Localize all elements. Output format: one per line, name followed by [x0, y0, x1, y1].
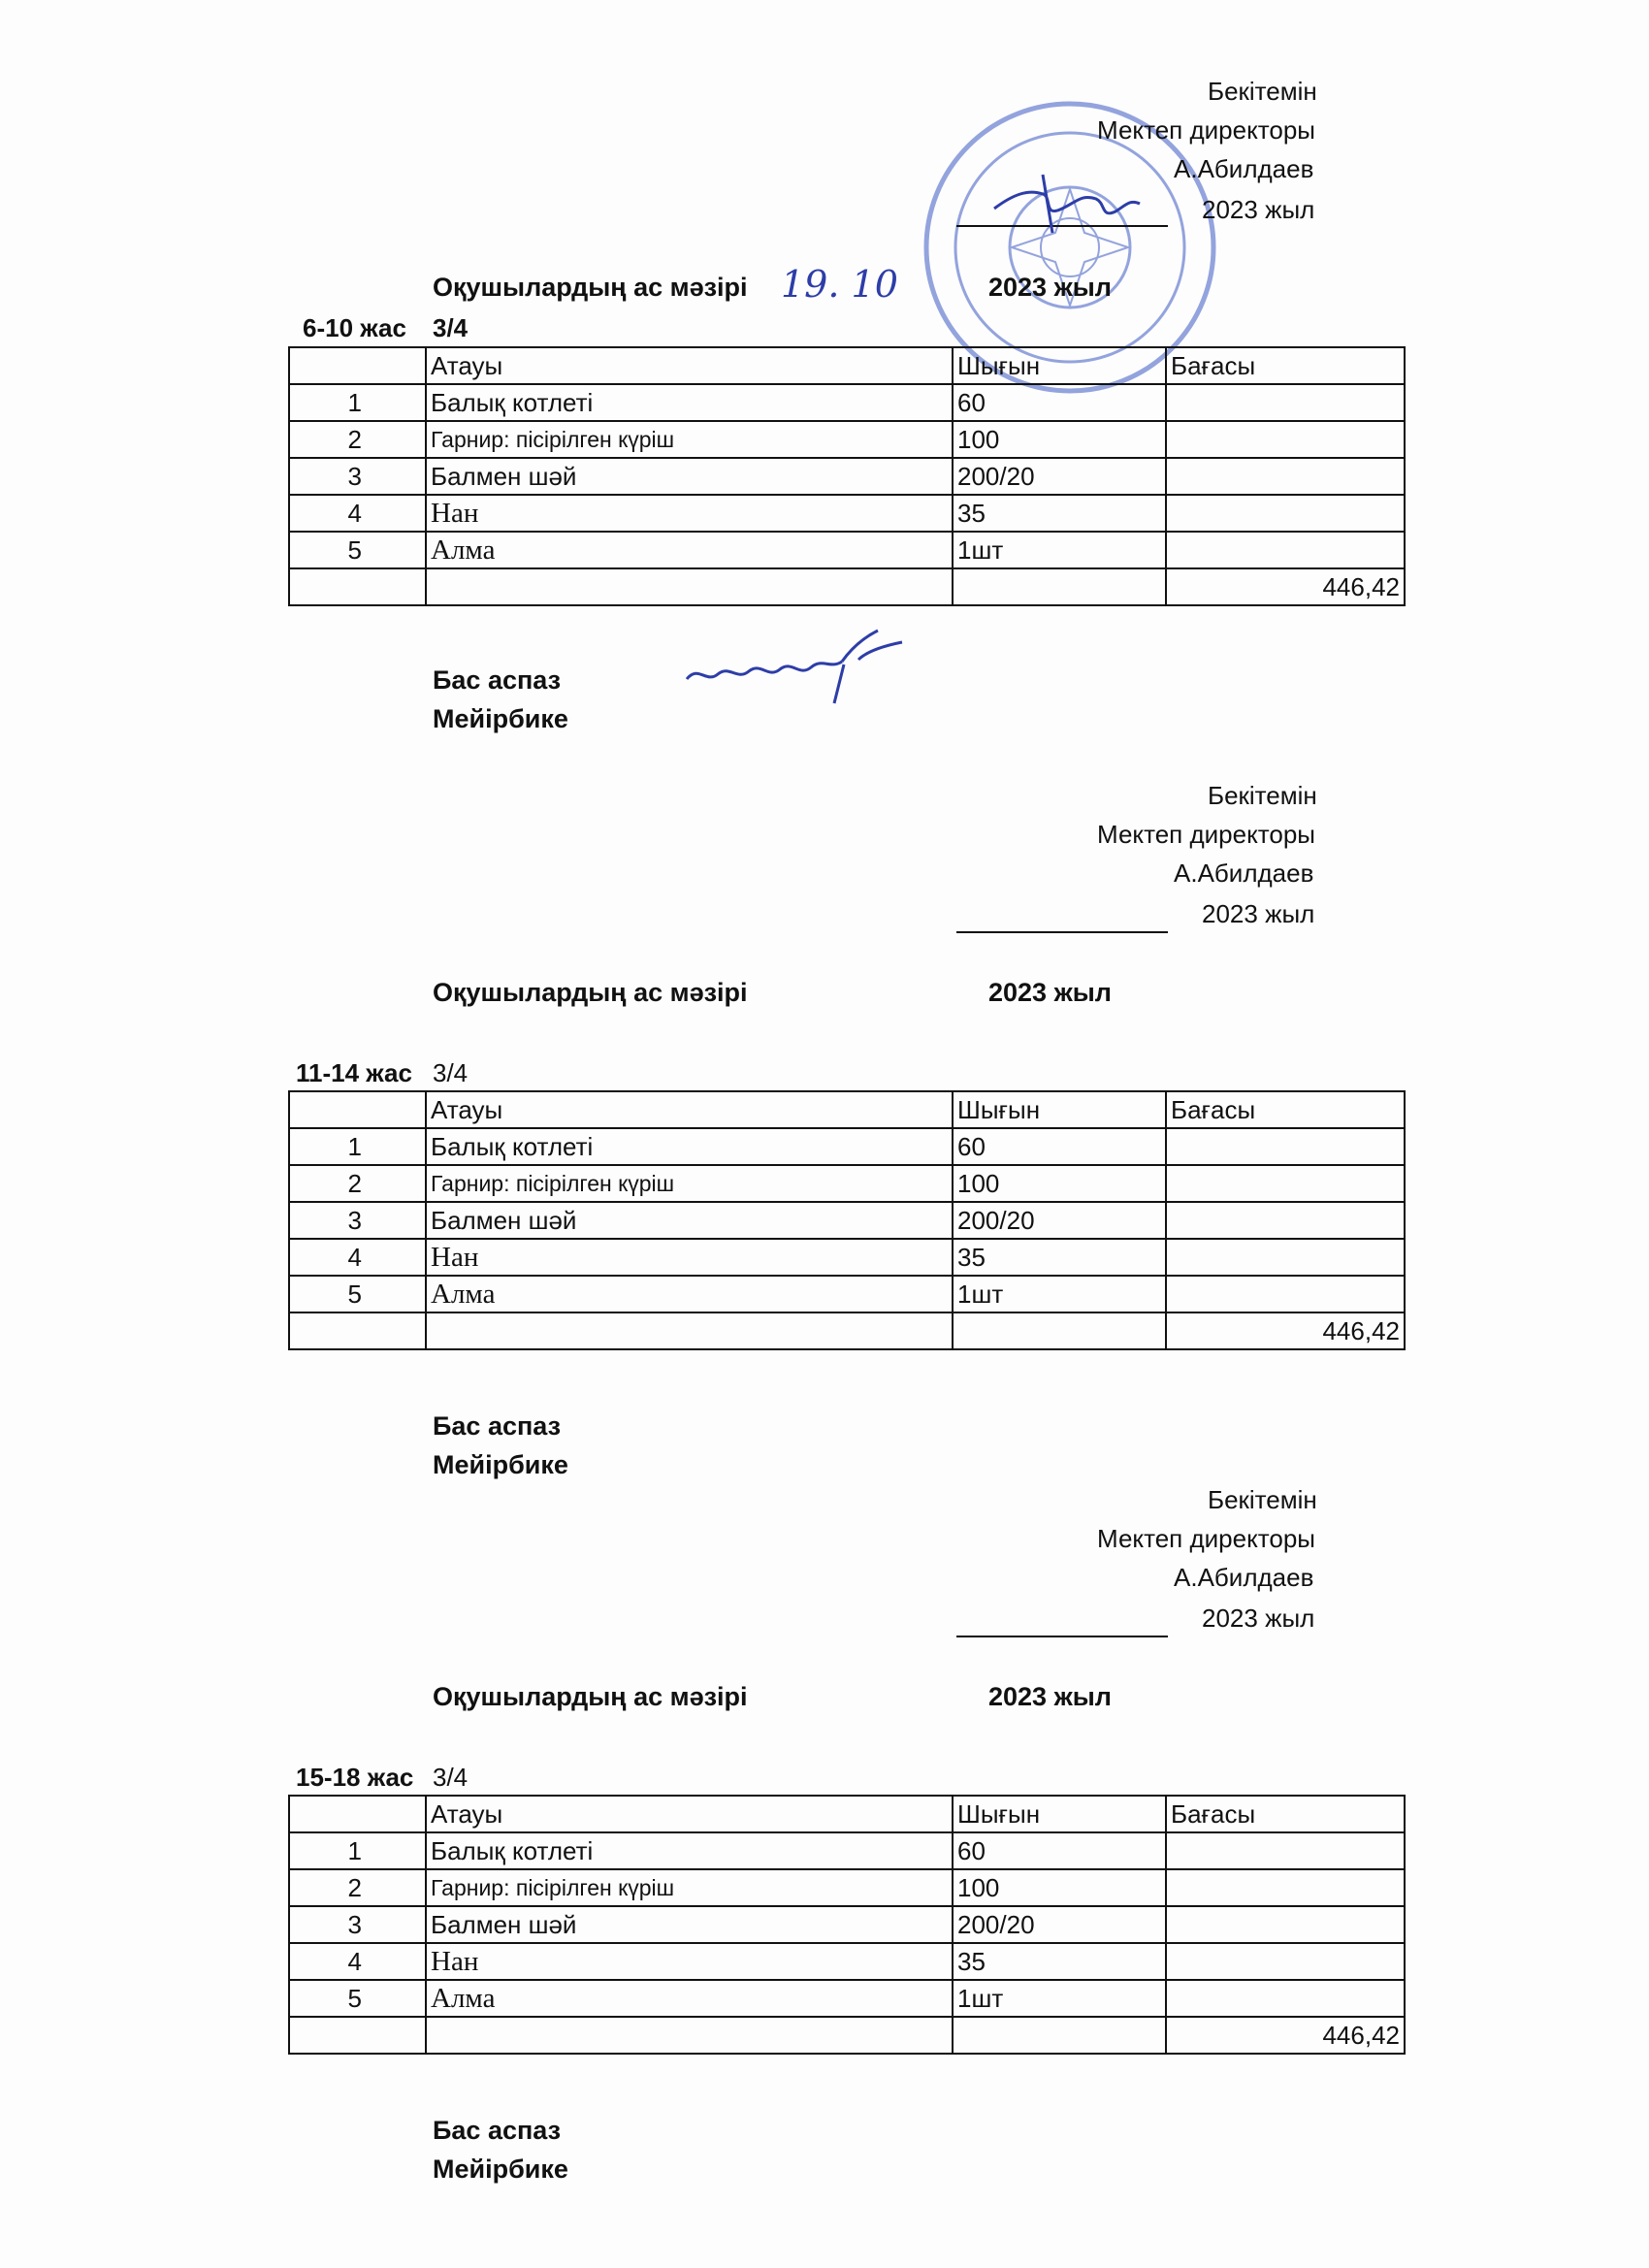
- table-total-row: [289, 2017, 1405, 2054]
- column-header-name: Атауы: [426, 1796, 953, 1832]
- chef-label: Бас аспаз: [433, 1411, 562, 1441]
- table-row: 4 Нан 35: [289, 1239, 1405, 1276]
- portion-share: 3/4: [433, 1058, 469, 1087]
- table-row: 3 Балмен шәй 200/20: [289, 1906, 1405, 1943]
- table-row: 3 Балмен шәй 200/20: [289, 1202, 1405, 1239]
- column-header-output: Шығын: [953, 1796, 1166, 1832]
- table-row: 3 Балмен шәй 200/20: [289, 458, 1405, 495]
- chef-label: Бас аспаз: [433, 665, 562, 695]
- approve-position: Мектеп директоры: [1097, 820, 1315, 849]
- table-row: 2 Гарнир: пісірілген күріш 100: [289, 1869, 1405, 1906]
- column-header-price: Бағасы: [1166, 1091, 1405, 1128]
- handwritten-date: 19. 10: [781, 263, 898, 306]
- menu-year: 2023 жыл: [988, 1682, 1112, 1711]
- chef-signature-icon: [679, 621, 912, 708]
- menu-title: Оқушылардың ас мәзірі: [433, 978, 748, 1007]
- approve-year: 2023 жыл: [1202, 195, 1315, 224]
- table-row: 1 Балық котлеті 60: [289, 384, 1405, 421]
- signature-line: [956, 931, 1168, 933]
- chef-label: Бас аспаз: [433, 2116, 562, 2145]
- table-row: 4 Нан 35: [289, 495, 1405, 532]
- menu-title: Оқушылардың ас мәзірі: [433, 273, 748, 302]
- approve-heading: Бекітемін: [1208, 781, 1317, 810]
- director-signature-icon: [985, 165, 1149, 243]
- column-header-output: Шығын: [953, 1091, 1166, 1128]
- table-row: 1 Балық котлеті 60: [289, 1128, 1405, 1165]
- menu-table: [288, 346, 1406, 606]
- approve-position: Мектеп директоры: [1097, 115, 1315, 145]
- table-header-row: [289, 1091, 1405, 1128]
- nurse-label: Мейірбике: [433, 1450, 568, 1479]
- signature-line: [956, 1636, 1168, 1637]
- table-total-row: [289, 1312, 1405, 1349]
- portion-share: 3/4: [433, 313, 469, 342]
- table-row: 4 Нан 35: [289, 1943, 1405, 1980]
- column-header-price: Бағасы: [1166, 347, 1405, 384]
- table-row: 2 Гарнир: пісірілген күріш 100: [289, 421, 1405, 458]
- table-header-row: [289, 347, 1405, 384]
- age-group: 6-10 жас: [303, 313, 406, 342]
- column-header-name: Атауы: [426, 1091, 953, 1128]
- table-row: 1 Балық котлеті 60: [289, 1832, 1405, 1869]
- column-header-price: Бағасы: [1166, 1796, 1405, 1832]
- table-row: 5 Алма 1шт: [289, 1276, 1405, 1312]
- age-group: 11-14 жас: [296, 1058, 412, 1087]
- menu-year: 2023 жыл: [988, 978, 1112, 1007]
- column-header-name: Атауы: [426, 347, 953, 384]
- approve-year: 2023 жыл: [1202, 899, 1315, 928]
- menu-title: Оқушылардың ас мәзірі: [433, 1682, 748, 1711]
- menu-table: [288, 1090, 1406, 1350]
- nurse-label: Мейірбике: [433, 704, 568, 733]
- approve-heading: Бекітемін: [1208, 77, 1317, 106]
- table-row: 5 Алма 1шт: [289, 1980, 1405, 2017]
- table-row: 5 Алма 1шт: [289, 532, 1405, 568]
- approve-year: 2023 жыл: [1202, 1604, 1315, 1633]
- column-header-output: Шығын: [953, 347, 1166, 384]
- portion-share: 3/4: [433, 1763, 469, 1792]
- menu-year: 2023 жыл: [988, 273, 1112, 302]
- age-group: 15-18 жас: [296, 1763, 414, 1792]
- nurse-label: Мейірбике: [433, 2155, 568, 2184]
- approve-director-name: А.Абилдаев: [1174, 859, 1314, 888]
- table-total-row: [289, 568, 1405, 605]
- total-price: 446,42: [1166, 1312, 1405, 1349]
- menu-table: [288, 1795, 1406, 2055]
- total-price: 446,42: [1166, 2017, 1405, 2054]
- table-row: 2 Гарнир: пісірілген күріш 100: [289, 1165, 1405, 1202]
- approve-heading: Бекітемін: [1208, 1485, 1317, 1514]
- approve-director-name: А.Абилдаев: [1174, 154, 1314, 183]
- approve-position: Мектеп директоры: [1097, 1524, 1315, 1553]
- approve-director-name: А.Абилдаев: [1174, 1563, 1314, 1592]
- total-price: 446,42: [1166, 568, 1405, 605]
- table-header-row: [289, 1796, 1405, 1832]
